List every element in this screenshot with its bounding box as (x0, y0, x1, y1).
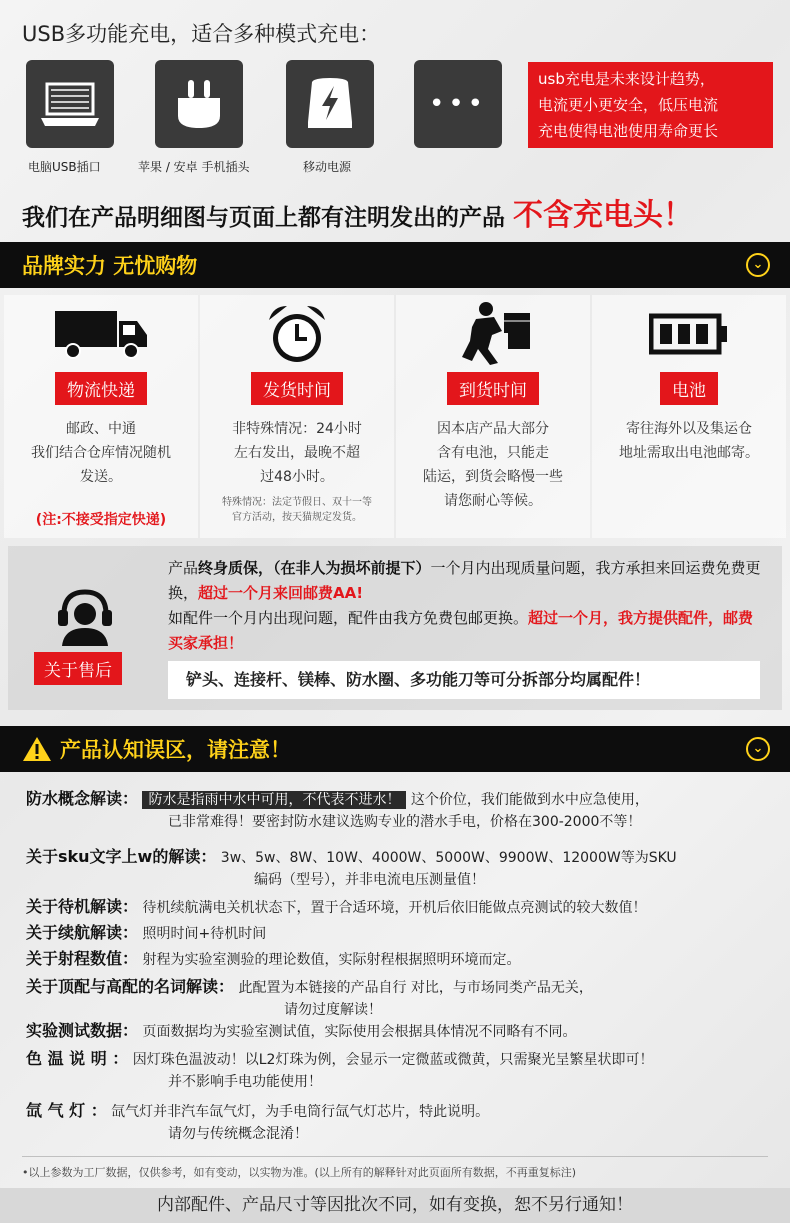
warning-icon (22, 736, 52, 762)
faq-line: 3w、5w、8W、10W、4000W、5000W、9900W、12000W等为SKU (220, 850, 677, 866)
card-small-note (200, 495, 394, 525)
card-line: 非特殊情况：24小时 (232, 421, 362, 437)
card-line: 寄往海外以及集运仓 (626, 421, 752, 437)
card-label: 发货时间 (251, 372, 343, 405)
after-text-part: 一个月内出现质量问题，我方承担来回运费免费更换， (168, 559, 761, 602)
alarm-clock-icon (265, 302, 329, 366)
after-text-emphasis: 超过一个月，我方提供配件，邮费买家承担！ (168, 609, 754, 652)
faq-key: 关于顶配与高配的名词解读： (26, 977, 235, 996)
faq-line: 因灯珠色温波动！以L2灯珠为例，会显示一定微蓝或微黄，只需聚光呈繁星状即可！ (132, 1052, 654, 1068)
card-line: 左右发出，最晚不超 (234, 445, 360, 461)
faq-line: 射程为实验室测验的理论数值，实际射程根据照明环境而定。 (142, 952, 521, 968)
card-text (4, 417, 198, 489)
card-battery (592, 295, 786, 538)
usb-note (528, 62, 773, 148)
truck-icon (53, 307, 149, 361)
after-sales-text (168, 556, 768, 656)
card-line: 陆运，到货会略慢一些 (423, 469, 563, 485)
laptop-tile (26, 60, 114, 148)
faq-sku-w (26, 846, 677, 891)
faq-line: 页面数据均为实验室测试值，实际使用会根据具体情况不同略有不同。 (142, 1024, 577, 1040)
after-text-emphasis: 超过一个月来回邮费AA! (198, 584, 364, 602)
faq-highlight: 防水是指雨中水中可用，不代表不进水！ (142, 791, 406, 809)
delivery-man-icon (450, 301, 536, 367)
caption-phone-plug: 苹果 / 安卓 手机插头 (138, 160, 250, 174)
no-charger-notice (22, 190, 693, 234)
card-line: 请您耐心等候。 (444, 493, 542, 509)
card-ship-time (200, 295, 394, 538)
caption-power-bank: 移动电源 (303, 160, 352, 174)
after-text-part: ，（在非人为损坏前提下） (258, 559, 431, 577)
after-sales-label: 关于售后 (34, 652, 122, 685)
faq-waterproof (26, 788, 649, 833)
card-text (200, 417, 394, 489)
card-text (396, 417, 590, 513)
faq-key: 关于待机解读： (26, 897, 139, 916)
headset-support-icon (50, 586, 120, 646)
faq-key: 色 温 说 明 ： (26, 1049, 129, 1068)
faq-line: 此配置为本链接的产品自行 对比，与市场同类产品无关， (238, 980, 593, 996)
faq-key: 关于sku文字上w的解读： (26, 847, 217, 866)
card-line: 地址需取出电池邮寄。 (619, 445, 759, 461)
faq-line: 已非常难得！要密封防水建议选购专业的潜水手电，价格在300-2000不等！ (168, 814, 642, 830)
caption-pc-usb: 电脑USB插口 (28, 160, 101, 174)
faq-range (26, 948, 520, 971)
more-icon: ••• (428, 89, 487, 119)
card-arrival-time (396, 295, 590, 538)
laptop-icon (39, 80, 101, 128)
card-line: 含有电池，只能走 (437, 445, 549, 461)
footnote: •以上参数为工厂数据，仅供参考，如有变动，以实物为准。(以上所有的解释针对此页面所有数据，不再重复标注) (22, 1166, 577, 1179)
lifetime-warranty: 终身质保 (198, 559, 259, 577)
brand-bar (0, 242, 790, 288)
usb-note-line: 充电使得电池使用寿命更长 (538, 122, 719, 140)
faq-key: 实验测试数据： (26, 1021, 139, 1040)
battery-icon (649, 312, 729, 356)
power-bank-icon (302, 76, 358, 132)
card-label: 电池 (660, 372, 718, 405)
usb-note-line: usb充电是未来设计趋势， (538, 70, 715, 88)
after-sales-panel (8, 546, 782, 710)
card-label: 到货时间 (447, 372, 539, 405)
faq-key: 防水概念解读： (26, 789, 139, 808)
divider (22, 1156, 768, 1157)
faq-battery-life (26, 922, 266, 945)
card-line: 过48小时。 (260, 469, 334, 485)
power-bank-tile (286, 60, 374, 148)
faq-line: 这个价位，我们能做到水中应急使用， (410, 792, 649, 808)
card-line: 因本店产品大部分 (437, 421, 549, 437)
card-note: (注:不接受指定快递) (35, 512, 167, 528)
plug-tile (155, 60, 243, 148)
faq-line: 并不影响手电功能使用！ (168, 1074, 322, 1090)
plug-icon (174, 76, 224, 132)
card-small-line: 特殊情况：法定节假日、双十一等 (222, 497, 372, 508)
after-sales-parts: 铲头、连接杆、镁棒、防水圈、多功能刀等可分拆部分均属配件！ (168, 661, 760, 699)
after-text-part: 如配件一个月内出现问题，配件由我方免费包邮更换。 (168, 609, 529, 627)
bottom-notice: 内部配件、产品尺寸等因批次不同，如有变换，恕不另行通知！ (0, 1188, 790, 1223)
brand-bar-title: 品牌实力 无忧购物 (22, 254, 198, 278)
card-logistics (4, 295, 198, 538)
warning-bar-title: 产品认知误区，请注意！ (60, 738, 291, 762)
card-label: 物流快递 (55, 372, 147, 405)
faq-standby (26, 896, 646, 919)
faq-line: 编码（型号），并非电流电压测量值！ (254, 872, 485, 888)
faq-line: 请勿与传统概念混淆！ (168, 1126, 308, 1142)
faq-line: 照明时间+待机时间 (142, 926, 267, 942)
warning-bar (0, 726, 790, 772)
faq-color-temp (26, 1048, 653, 1093)
usb-note-line: 电流更小更安全，低压电流 (538, 96, 719, 114)
after-text-part: 产品 (168, 559, 199, 577)
no-charger-emphasis: 不含充电头！ (513, 198, 694, 233)
chevron-down-icon[interactable]: ⌄ (746, 253, 770, 277)
card-text (592, 417, 786, 465)
faq-lab-data (26, 1020, 576, 1043)
no-charger-text: 我们在产品明细图与页面上都有注明发出的产品 (22, 205, 505, 231)
faq-top-config (26, 976, 593, 1021)
usb-title: USB多功能充电，适合多种模式充电： (22, 22, 381, 46)
chevron-down-icon[interactable]: ⌄ (746, 737, 770, 761)
faq-line: 请勿过度解读！ (284, 1002, 382, 1018)
card-line: 邮政、中通 (66, 421, 136, 437)
card-small-line: 官方活动，按天猫规定发货。 (232, 512, 362, 523)
card-line: 发送。 (80, 469, 122, 485)
faq-line: 待机续航满电关机状态下，置于合适环境，开机后依旧能做点亮测试的较大数值！ (142, 900, 647, 916)
more-tile (414, 60, 502, 148)
faq-key: 关于射程数值： (26, 949, 139, 968)
card-line: 我们结合仓库情况随机 (31, 445, 171, 461)
faq-key: 关于续航解读： (26, 923, 139, 942)
faq-xenon (26, 1100, 489, 1145)
faq-line: 氙气灯并非汽车氙气灯，为手电筒行氙气灯芯片，特此说明。 (111, 1104, 490, 1120)
faq-key: 氙 气 灯 ： (26, 1101, 107, 1120)
